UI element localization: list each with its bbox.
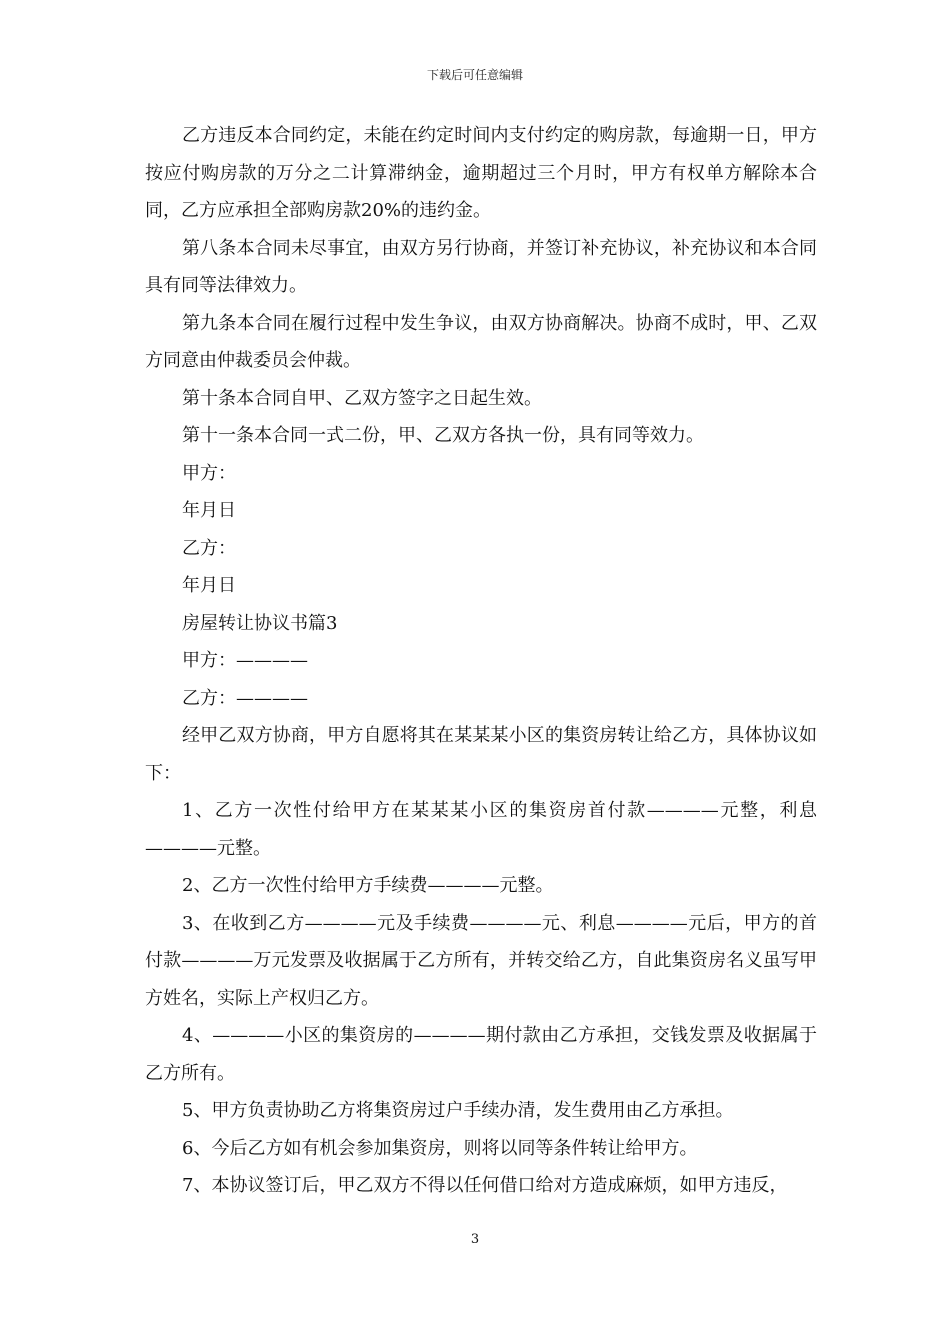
document-body xyxy=(145,117,817,1205)
party-a-line: 甲方：———— xyxy=(182,650,308,671)
paragraph: 第九条本合同在履行过程中发生争议，由双方协商解决。协商不成时，甲、乙双方同意由仲裁委员会仲裁。 xyxy=(145,312,817,371)
clause-1: 1、乙方一次性付给甲方在某某某小区的集资房首付款————元整，利息————元整。 xyxy=(145,800,817,859)
paragraph: 第十条本合同自甲、乙双方签字之日起生效。 xyxy=(182,387,542,409)
signature-date-b: 年月日 xyxy=(182,575,236,596)
paragraph: 第十一条本合同一式二份，甲、乙双方各执一份，具有同等效力。 xyxy=(182,425,704,446)
paragraph: 经甲乙双方协商，甲方自愿将其在某某某小区的集资房转让给乙方，具体协议如下： xyxy=(145,725,817,784)
page-number: 3 xyxy=(470,1232,480,1247)
signature-party-b: 乙方： xyxy=(182,537,236,559)
section-title: 房屋转让协议书篇3 xyxy=(182,612,338,634)
clause-3: 3、在收到乙方————元及手续费————元、利息————元后，甲方的首付款————万元发票及收据属于乙方所有，并转交给乙方，自此集资房名义虽写甲方姓名，实际上产权归乙方。 xyxy=(145,912,817,1009)
clause-6: 6、今后乙方如有机会参加集资房，则将以同等条件转让给甲方。 xyxy=(182,1137,698,1159)
clause-7: 7、本协议签订后，甲乙双方不得以任何借口给对方造成麻烦，如甲方违反， xyxy=(182,1175,788,1196)
paragraph: 乙方违反本合同约定，未能在约定时间内支付约定的购房款，每逾期一日，甲方按应付购房款的万分之二计算滞纳金，逾期超过三个月时，甲方有权单方解除本合同，乙方应承担全部购房款20%的违约金。 xyxy=(145,125,817,221)
clause-4: 4、————小区的集资房的————期付款由乙方承担，交钱发票及收据属于乙方所有。 xyxy=(145,1025,817,1084)
clause-2: 2、乙方一次性付给甲方手续费————元整。 xyxy=(182,875,554,896)
signature-party-a: 甲方： xyxy=(182,462,236,484)
party-b-line: 乙方：———— xyxy=(182,687,308,709)
signature-date-a: 年月日 xyxy=(182,500,236,521)
paragraph: 第八条本合同未尽事宜，由双方另行协商，并签订补充协议，补充协议和本合同具有同等法律效力。 xyxy=(145,237,817,296)
page-header: 下载后可任意编辑 xyxy=(426,68,523,82)
clause-5: 5、甲方负责协助乙方将集资房过户手续办清，发生费用由乙方承担。 xyxy=(182,1100,734,1121)
